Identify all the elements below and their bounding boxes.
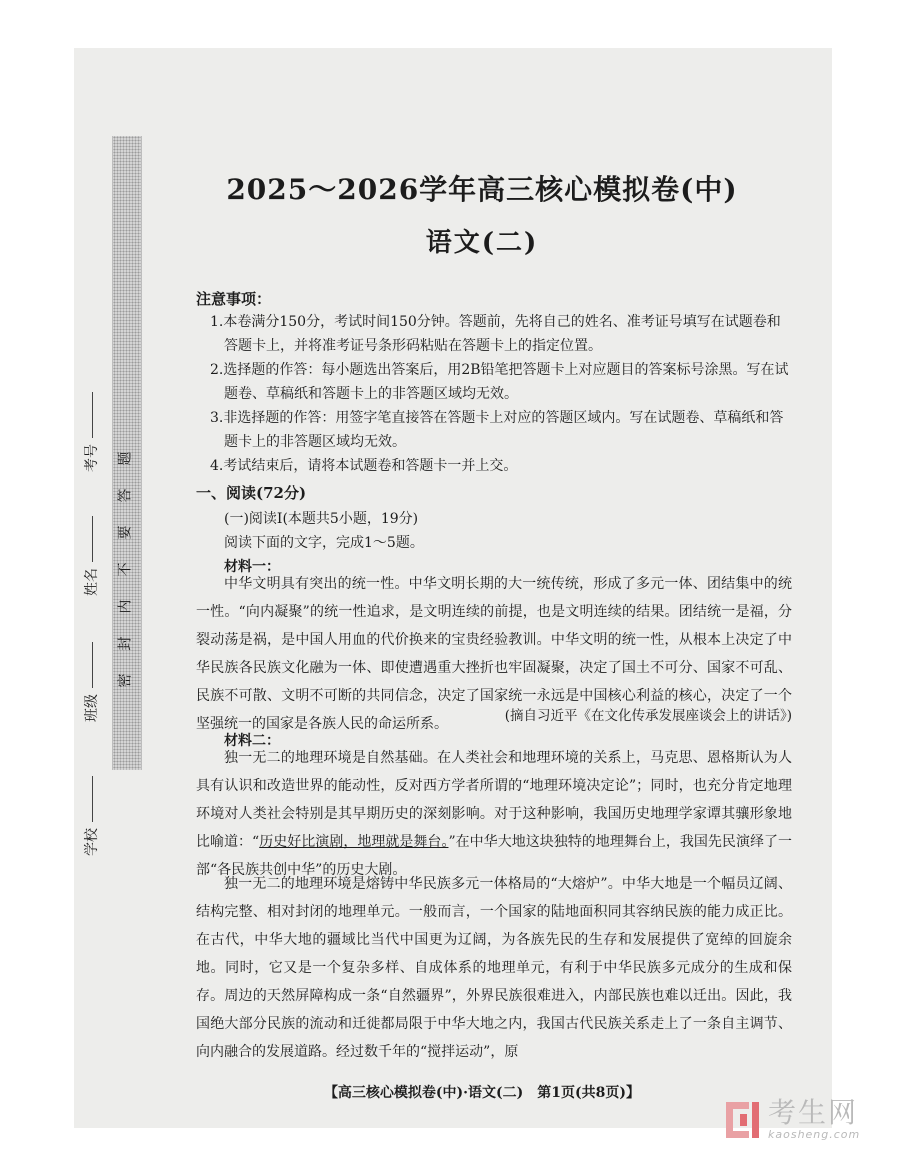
watermark: [724, 1098, 860, 1141]
material-1-source: (摘自习近平《在文化传承发展座谈会上的讲话》): [504, 708, 792, 724]
text-run: 独一无二的地理环境是自然基础。在人类社会和地理环境的关系上，马克思、恩格斯认为人具有认识和改造世界的能动性，反对西方学者所谓的“地理环境决定论”；同时，也充分肯定地理环境对人类社会特别是其早期历史的深刻影响。对于这种影响，我国历史地理学家谭其骧形象地比喻道：“: [196, 750, 792, 850]
underlined-quote: 历史好比演剧，地理就是舞台。: [259, 834, 449, 850]
field-label: 姓名: [84, 568, 100, 596]
seal-char: 密: [117, 673, 134, 688]
field-label: 学校: [84, 828, 100, 856]
material-2-paragraph-1: [196, 744, 792, 884]
material-2-paragraph-2: 独一无二的地理环境是熔铸中华民族多元一体格局的“大熔炉”。中华大地是一个幅员辽阔、结构完整、相对封闭的地理单元。一般而言，一个国家的陆地面积同其容纳民族的能力成正比。在古代，中华大地的疆域比当代中国更为辽阔，为各族先民的生存和发展提供了宽绰的回旋余地。同时，它又是一个复杂多样、自成体系的地理单元，有利于中华民族多元成分的生成和保存。周边的天然屏障构成一条“自然疆界”，外界民族很难进入，内部民族也难以迁出。因此，我国绝大部分民族的流动和迁徙都局限于中华大地之内，我国古代民族关系走上了一条自主调节、向内融合的发展道路。经过数千年的“搅拌运动”，原: [196, 876, 792, 1060]
field-class: [74, 642, 110, 728]
watermark-name: 考生网: [768, 1096, 859, 1129]
seal-char: 要: [117, 525, 134, 540]
field-label: 班级: [84, 694, 100, 722]
field-exam-number: [74, 392, 110, 478]
material-1-text: 中华文明具有突出的统一性。中华文明长期的大一统传统，形成了多元一体、团结集中的统一性。“向内凝聚”的统一性追求，是文明连续的前提，也是文明连续的结果。团结统一是福，分裂动荡是祸，是中国人用血的代价换来的宝贵经验教训。中华文明的统一性，从根本上决定了中华民族各民族文化融为一体、即使遭遇重大挫折也牢固凝聚，决定了国土不可分、国家不可乱、民族不可散、文明不可断的共同信念，决定了国家统一永远是中国核心利益的核心，决定了一个坚强统一的国家是各族人民的命运所系。: [196, 576, 792, 732]
seal-char: 题: [117, 451, 134, 466]
seal-char: 内: [117, 599, 134, 614]
kaosheng-logo-icon: [724, 1100, 762, 1140]
notice-item: 4.考试结束后，请将本试题卷和答题卡一并上交。: [210, 458, 518, 474]
field-label: 考号: [84, 444, 100, 472]
material-2-label: 材料二：: [224, 733, 280, 749]
field-school: [74, 776, 110, 862]
material-1-label: 材料一：: [224, 559, 280, 575]
exam-title: 2025～2026学年高三核心模拟卷(中): [226, 173, 738, 206]
watermark-url: kaosheng.com: [768, 1128, 861, 1141]
notice-item: 1.本卷满分150分，考试时间150分钟。答题前，先将自己的姓名、准考证号填写在试题卷和答题卡上，并将准考证号条形码粘贴在答题卡上的指定位置。: [210, 314, 781, 354]
seal-text: [112, 440, 140, 699]
instruction: 阅读下面的文字，完成1～5题。: [224, 535, 424, 551]
notice-heading: 注意事项：: [196, 290, 272, 308]
notice-list: [210, 310, 790, 478]
notice-item: 2.选择题的作答：每小题选出答案后，用2B铅笔把答题卡上对应题目的答案标号涂黑。写在试题卷、草稿纸和答题卡上的非答题区域均无效。: [210, 362, 789, 402]
seal-char: 答: [117, 488, 134, 503]
text-run: ”在中华大地这块独特的地理舞台上，我国先民演绎了一部“各民族共创中华”的历史大剧。: [196, 834, 792, 878]
exam-subject: 语文(二): [425, 228, 539, 258]
notice-item: 3.非选择题的作答：用签字笔直接答在答题卡上对应的答题区域内。写在试题卷、草稿纸和答题卡上的非答题区域均无效。: [210, 410, 784, 450]
field-name: [74, 516, 110, 602]
section-heading: 一、阅读(72分): [196, 484, 307, 502]
sub-heading: (一)阅读Ⅰ(本题共5小题，19分): [224, 511, 419, 527]
page-footer: 【高三核心模拟卷(中)·语文(二) 第1页(共8页)】: [323, 1085, 641, 1101]
seal-char: 不: [117, 562, 134, 577]
seal-char: 封: [117, 636, 134, 651]
